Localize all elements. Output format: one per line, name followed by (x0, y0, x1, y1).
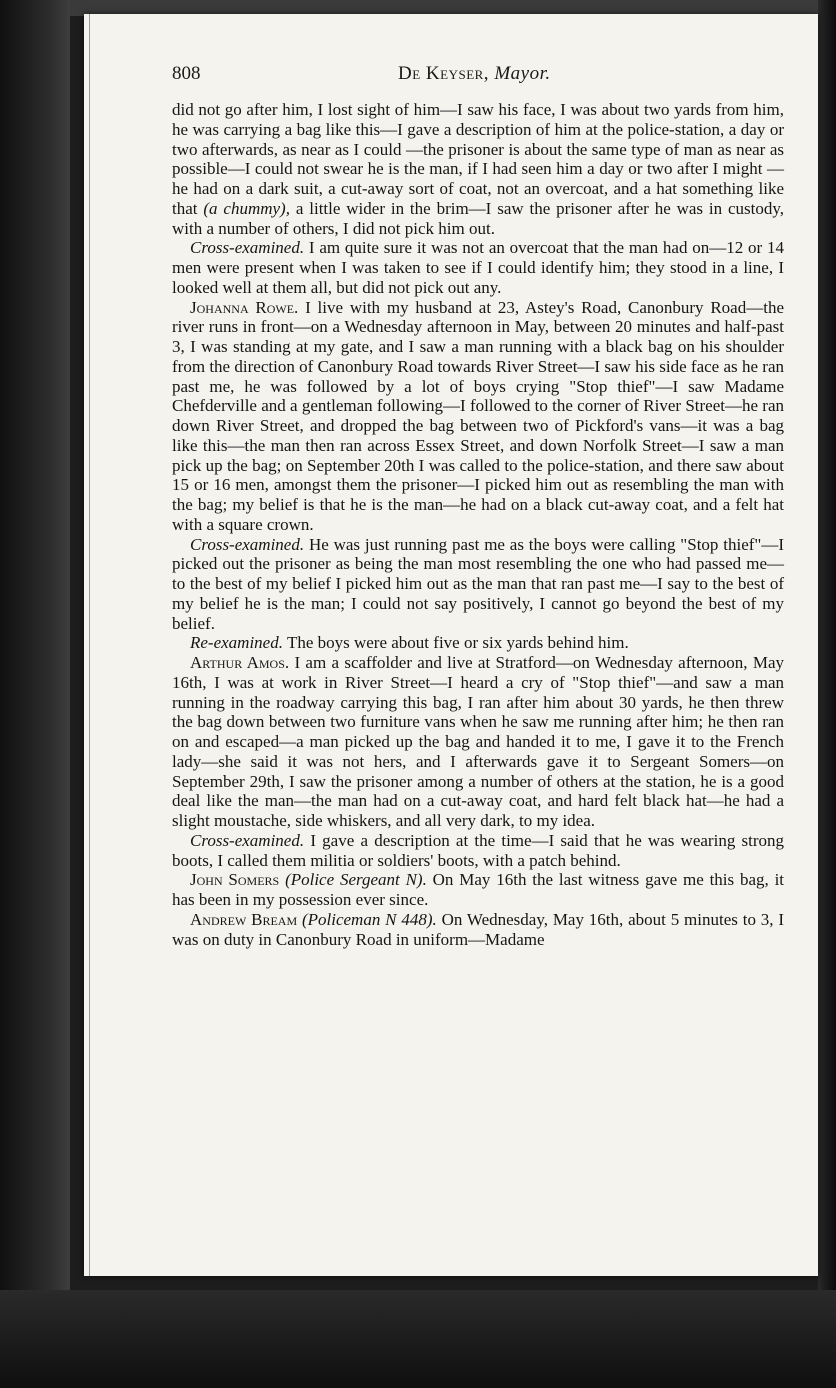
paragraph-cross-examination-1 (172, 238, 784, 297)
running-head (398, 63, 551, 85)
running-head-title: Mayor. (494, 63, 551, 84)
section-label: Re-examined. (190, 633, 283, 653)
paragraph-continuation (172, 100, 784, 238)
paragraph-text: I gave a description at the time—I said that he was wearing strong boots, I called them militia or soldiers' boots, with a patch behind. (172, 830, 785, 870)
page-edge-line (89, 14, 90, 1276)
witness-name: Andrew Bream (190, 909, 298, 929)
witness-name: John Somers (190, 870, 280, 890)
paragraph-re-examination (172, 633, 784, 653)
page-number: 808 (172, 63, 201, 84)
paragraph-andrew-bream (172, 910, 784, 950)
paragraph-text: I live with my husband at 23, Astey's Road, Canonbury Road—the river runs in front—on a Wednesday afternoon in May, between 20 minutes and half-past 3, I was standing at my gate, and I saw a man running with a black bag on his shoulder from the direction of Canonbury Road towards River Street—I saw his side face as he ran past me, he was followed by a lot of boys crying "Stop thief"—I saw Madame Chefderville and a gentleman following—I followed to the corner of River Street—he ran down River Street, and dropped the bag between two of Pickford's vans—it was a bag like this—the man then ran across Essex Street, and down Norfolk Street—I saw a man pick up the bag; on September 20th I was called to the police-station, and there saw about 15 or 16 men, amongst them the prisoner—I picked him out as resembling the man with the bag; my belief is that he is the man—he had on a black cut-away coat, and a felt hat with a square crown. (172, 297, 785, 534)
paragraph-text: The boys were about five or six yards behind him. (286, 633, 629, 653)
witness-role: (Police Sergeant N). (285, 870, 427, 890)
witness-role: (Policeman N 448). (301, 909, 437, 929)
paragraph-text: On May 16th the last witness gave me this bag, it has been in my possession ever since. (172, 870, 785, 909)
paragraph-john-somers (172, 870, 784, 910)
page-header (172, 63, 784, 89)
page-body (172, 100, 784, 949)
paragraph-text: a little wider in the brim—I saw the prisoner after he was in custody, with a number of others, I did not pick him out. (172, 198, 785, 238)
paragraph-text: I am a scaffolder and live at Stratford—on Wednesday afternoon, May 16th, I was at work in River Street—I heard a cry of "Stop thief"—and saw a man running in the roadway carrying this bag, I ran after him about 30 yards, he then threw the bag down between two furniture vans when he saw me running after him; he then ran on and escaped—a man picked up the bag and handed it to me, I gave it to the French lady—she said it was not hers, and I afterwards gave it to Sergeant Somers—on September 29th, I saw the prisoner among a number of others at the station, he is a good deal like the man—the man had on a cut-away coat, and hard felt black hat—he had a slight moustache, side whiskers, and all very dark, to my idea. (172, 653, 785, 830)
paragraph-johanna-rowe (172, 298, 784, 535)
paragraph-text: On Wednesday, May 16th, about 5 minutes to 3, I was on duty in Canonbury Road in uniform—Madame (172, 909, 785, 949)
paragraph-cross-examination-2 (172, 535, 784, 634)
witness-name: Arthur Amos. (190, 653, 290, 672)
running-head-name: De Keyser, (398, 63, 490, 84)
scan-bottom-border (0, 1290, 836, 1388)
section-label: Cross-examined. (190, 534, 305, 554)
paragraph-italic: (a chummy), (203, 198, 290, 218)
paragraph-text: did not go after him, I lost sight of him—I saw his face, I was about two yards from him, he was carrying a bag like this—I gave a description of him at the police-station, a day or two afterwards, as near as I could —the prisoner is about the same type of man as near as possible—I could not swear he is the man, if I had seen him a day or two after I might — he had on a dark suit, a cut-away sort of coat, not an overcoat, and a hat something like that (172, 100, 784, 218)
section-label: Cross-examined. (190, 830, 305, 850)
paragraph-cross-examination-3 (172, 831, 784, 871)
scan-right-border (818, 0, 836, 1388)
book-spine (0, 0, 70, 1388)
paragraph-text: I am quite sure it was not an overcoat that the man had on—12 or 14 men were present when I was taken to see if I could identify him; they stood in a line, I looked well at them all, but did not pick out any. (172, 238, 784, 297)
paragraph-arthur-amos (172, 653, 784, 831)
paragraph-text: He was just running past me as the boys were calling "Stop thief"—I picked out the prisoner as being the man most resembling the one who had passed me—to the best of my belief I picked him out as the man that ran past me—I say to the best of my belief he is the man; I could not say positively, I cannot go beyond the best of my belief. (172, 534, 784, 633)
section-label: Cross-examined. (190, 238, 305, 258)
witness-name: Johanna Rowe. (190, 297, 299, 317)
